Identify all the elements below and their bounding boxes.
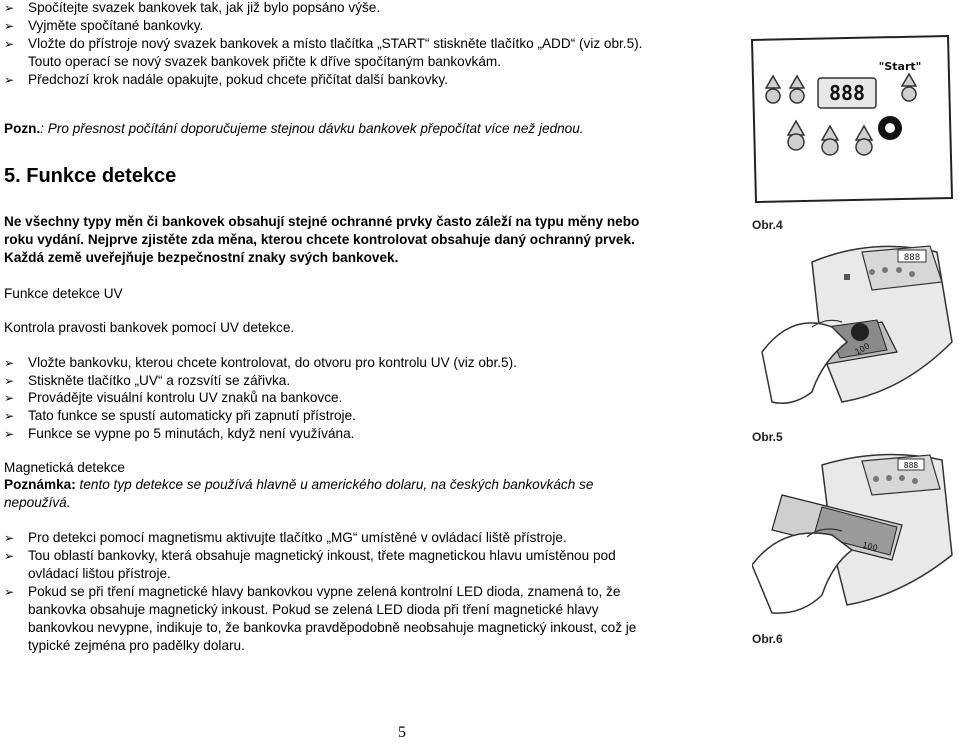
bullet-arrow-icon: ➢ bbox=[4, 356, 15, 370]
list-item: Pro detekci pomocí magnetismu aktivujte tlačítko „MG“ umístěné v ovládací liště přístroje. bbox=[28, 530, 567, 545]
bullet-arrow-icon: ➢ bbox=[4, 1, 15, 15]
list-item: Vyjměte spočítané bankovky. bbox=[28, 18, 204, 33]
list-item: Vložte bankovku, kterou chcete kontrolovat, do otvoru pro kontrolu UV (viz obr.5). bbox=[28, 355, 517, 370]
list-item: Tou oblastí bankovky, která obsahuje magnetický inkoust, třete magnetickou hlavu umístěnou pod bbox=[28, 548, 616, 563]
banknote-value: 100 bbox=[861, 540, 879, 553]
display-digits: 888 bbox=[903, 461, 919, 470]
note-text: : Pro přesnost počítání doporučujeme stejnou dávku bankovek přepočítat více než jednou. bbox=[40, 121, 584, 136]
list-item: Funkce se vypne po 5 minutách, když není využívána. bbox=[28, 426, 355, 441]
list-item: Vložte do přístroje nový svazek bankovek a místo tlačítka „START“ stiskněte tlačítko „ADD“ (viz obr.5). bbox=[28, 36, 643, 51]
bullet-arrow-icon: ➢ bbox=[4, 585, 15, 599]
list-item-continuation: Touto operací se nový svazek bankovek přičte k dříve spočítaným bankovkám. bbox=[28, 54, 501, 69]
bullet-arrow-icon: ➢ bbox=[4, 531, 15, 545]
list-item: Tato funkce se spustí automaticky při zapnutí přístroje. bbox=[28, 408, 356, 423]
uv-device-illustration bbox=[752, 232, 957, 427]
bullet-arrow-icon: ➢ bbox=[4, 549, 15, 563]
list-item-continuation: bankovkou nevypne, indikuje to, že bankovka pravděpodobně neobsahuje magnetický inkoust, což je bbox=[28, 620, 637, 635]
bullet-arrow-icon: ➢ bbox=[4, 73, 15, 87]
section-heading: 5. Funkce detekce bbox=[4, 165, 177, 187]
list-item: Provádějte visuální kontrolu UV znaků na bankovce. bbox=[28, 390, 343, 405]
mg-note-text: tento typ detekce se používá hlavně u amerického dolaru, na českých bankovkách se bbox=[75, 477, 594, 492]
uv-heading: Funkce detekce UV bbox=[4, 286, 123, 301]
banknote-value: 100 bbox=[853, 341, 872, 357]
intro-line: Každá země uveřejňuje bezpečnostní znaky svých bankovek. bbox=[4, 250, 399, 265]
figure-control-panel bbox=[748, 30, 954, 205]
magnetic-device-illustration bbox=[752, 445, 957, 633]
figure-label: Obr.6 bbox=[752, 632, 783, 646]
note-label: Pozn. bbox=[4, 121, 41, 136]
display-digits: 888 bbox=[828, 81, 866, 105]
intro-line: roku vydání. Nejprve zjistěte zda měna, kterou chcete kontrolovat obsahuje daný ochranný prvek. bbox=[4, 232, 635, 247]
mg-note-continuation: nepoužívá. bbox=[4, 495, 71, 510]
intro-line: Ne všechny typy měn či bankovek obsahují stejné ochranné prvky často záleží na typu měny nebo bbox=[4, 214, 640, 229]
list-item: Spočítejte svazek bankovek tak, jak již bylo popsáno výše. bbox=[28, 0, 381, 15]
mg-heading: Magnetická detekce bbox=[4, 460, 125, 475]
list-item: Předchozí krok nadále opakujte, pokud chcete přičítat další bankovky. bbox=[28, 72, 448, 87]
figure-label: Obr.5 bbox=[752, 430, 783, 444]
list-item: Stiskněte tlačítko „UV“ a rozsvítí se zářivka. bbox=[28, 373, 291, 388]
mg-note-label: Poznámka: bbox=[4, 477, 76, 492]
note bbox=[4, 121, 584, 137]
list-item-continuation: typické zejména pro padělky dolaru. bbox=[28, 638, 245, 653]
bullet-arrow-icon: ➢ bbox=[4, 409, 15, 423]
figure-uv-detection bbox=[752, 232, 957, 427]
figure-label: Obr.4 bbox=[752, 218, 783, 232]
display-digits: 888 bbox=[903, 253, 921, 263]
list-item-continuation: ovládací lištou přístroje. bbox=[28, 566, 171, 581]
mg-note bbox=[4, 477, 593, 493]
bullet-arrow-icon: ➢ bbox=[4, 427, 15, 441]
figure-magnetic-detection bbox=[752, 445, 957, 633]
uv-text: Kontrola pravosti bankovek pomocí UV detekce. bbox=[4, 320, 295, 335]
control-panel-illustration bbox=[748, 30, 954, 205]
bullet-arrow-icon: ➢ bbox=[4, 374, 15, 388]
page-number: 5 bbox=[398, 724, 406, 741]
hand-icon bbox=[752, 533, 852, 613]
list-item: Pokud se při tření magnetické hlavy bankovkou vypne zelená kontrolní LED dioda, znamená to, že bbox=[28, 584, 621, 599]
bullet-arrow-icon: ➢ bbox=[4, 19, 15, 33]
bullet-arrow-icon: ➢ bbox=[4, 37, 15, 51]
bullet-arrow-icon: ➢ bbox=[4, 391, 15, 405]
list-item-continuation: bankovka obsahuje magnetický inkoust. Pokud se zelená LED dioda při tření magnetické hlavy bbox=[28, 602, 599, 617]
start-label: "Start" bbox=[878, 60, 922, 73]
